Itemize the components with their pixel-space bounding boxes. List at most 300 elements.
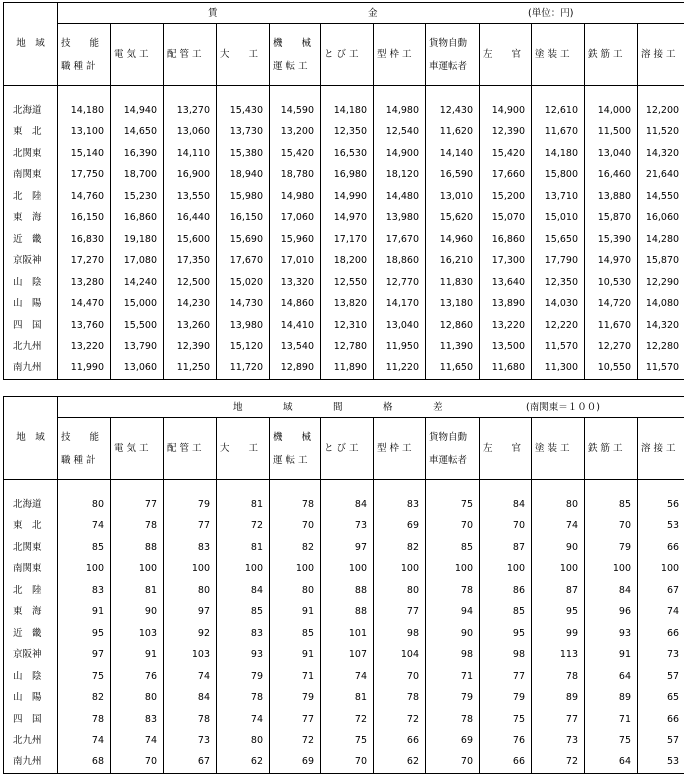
value-cell: 97 [354, 541, 367, 553]
value-cell: 90 [565, 541, 578, 553]
value-cell: 16,900 [176, 169, 210, 181]
region-name: 四 国 [13, 713, 42, 725]
value-cell: 83 [144, 713, 157, 725]
value-cell: 12,350 [333, 126, 367, 138]
region-name: 北海道 [13, 499, 42, 510]
value-cell: 17,300 [491, 255, 525, 267]
value-cell: 14,180 [70, 105, 104, 116]
value-cell: 72 [301, 734, 314, 746]
column-header [532, 418, 585, 480]
value-cell: 17,170 [333, 233, 367, 245]
value-cell: 82 [301, 541, 314, 553]
value-cell: 71 [618, 713, 631, 725]
region-column [4, 494, 57, 773]
value-cell: 73 [354, 520, 367, 532]
value-cell: 12,500 [176, 276, 210, 288]
column-header-label: 電 気 工 [114, 48, 149, 60]
value-cell: 84 [512, 499, 525, 510]
value-cell: 10,530 [597, 276, 631, 288]
difference-title-char: 差 [433, 402, 443, 413]
value-cell: 15,430 [229, 105, 263, 116]
value-cell: 12,290 [645, 276, 680, 288]
value-cell: 100 [506, 563, 525, 575]
value-cell: 15,230 [123, 190, 157, 202]
value-cell: 14,280 [645, 233, 680, 245]
value-cell: 17,660 [491, 169, 525, 181]
value-cell: 13,540 [280, 340, 314, 352]
value-cell: 16,390 [123, 147, 157, 159]
value-column [270, 494, 320, 773]
value-cell: 15,420 [491, 147, 525, 159]
value-cell: 16,980 [333, 169, 367, 181]
value-cell: 100 [454, 563, 473, 575]
value-cell: 13,820 [333, 298, 367, 310]
column-header-row [4, 418, 684, 480]
value-cell: 80 [91, 499, 104, 510]
region-name: 近 畿 [13, 627, 42, 639]
value-cell: 77 [197, 520, 210, 532]
column-header-label: 大 工 [220, 442, 259, 454]
value-cell: 100 [244, 563, 263, 575]
value-cell: 101 [348, 627, 367, 639]
value-cell: 66 [666, 713, 680, 725]
column-header-label: と び 工 [324, 442, 359, 454]
value-cell: 68 [91, 756, 104, 768]
value-cell: 13,320 [280, 276, 314, 288]
value-cell: 57 [666, 734, 680, 746]
value-cell: 75 [460, 499, 473, 510]
value-cell: 96 [618, 606, 631, 618]
difference-title-char: 間 [333, 402, 343, 413]
value-cell: 72 [565, 756, 578, 768]
value-cell: 13,980 [385, 212, 419, 224]
column-header [217, 24, 270, 86]
difference-title-char: 地 [233, 402, 243, 413]
value-cell: 53 [666, 520, 680, 532]
value-cell: 11,500 [597, 126, 631, 138]
column-header [374, 24, 426, 86]
column-header-label: 車運転者 [429, 60, 468, 72]
value-cell: 15,140 [70, 147, 104, 159]
value-cell: 73 [666, 649, 680, 661]
column-header [270, 418, 321, 480]
column-header [480, 24, 532, 86]
region-name: 近 畿 [13, 233, 42, 245]
wage-title-row [58, 3, 684, 24]
difference-title-row [58, 397, 684, 418]
value-cell: 78 [565, 670, 578, 682]
column-header-label: 溶 接 工 [641, 48, 676, 60]
value-column [480, 100, 531, 379]
column-header-label: 貨物自動 [429, 37, 468, 49]
wage-title-char: 賃 [208, 8, 218, 19]
value-cell: 78 [250, 692, 263, 704]
value-cell: 14,180 [544, 147, 578, 159]
value-cell: 64 [618, 670, 631, 682]
column-header-label: 運 転 工 [273, 454, 308, 466]
value-cell: 14,470 [70, 298, 104, 310]
value-cell: 14,940 [123, 105, 157, 116]
value-cell: 75 [354, 734, 367, 746]
value-cell: 100 [348, 563, 367, 575]
value-cell: 14,320 [645, 319, 680, 331]
value-cell: 13,180 [439, 298, 473, 310]
column-header-label: 左 官 [483, 442, 522, 454]
value-column [532, 494, 584, 773]
value-cell: 95 [512, 627, 525, 639]
value-cell: 14,980 [280, 190, 314, 202]
value-cell: 11,720 [229, 362, 263, 374]
value-cell: 85 [250, 606, 263, 618]
region-name: 北関東 [13, 541, 42, 553]
column-header [111, 418, 164, 480]
value-cell: 15,600 [176, 233, 210, 245]
region-name: 東 北 [13, 520, 42, 532]
value-cell: 15,650 [544, 233, 578, 245]
value-cell: 90 [460, 627, 473, 639]
value-cell: 15,070 [491, 212, 525, 224]
value-cell: 16,440 [176, 212, 210, 224]
value-cell: 78 [406, 692, 419, 704]
value-column [217, 100, 269, 379]
value-cell: 56 [666, 499, 680, 510]
value-cell: 15,620 [439, 212, 473, 224]
value-column [585, 100, 637, 379]
value-cell: 100 [612, 563, 631, 575]
value-cell: 99 [565, 627, 578, 639]
value-cell: 11,520 [645, 126, 680, 138]
value-cell: 17,670 [385, 233, 419, 245]
value-cell: 16,060 [645, 212, 680, 224]
value-column [532, 100, 584, 379]
value-cell: 16,150 [70, 212, 104, 224]
value-column [638, 494, 684, 773]
value-cell: 72 [406, 713, 419, 725]
value-cell: 12,890 [280, 362, 314, 374]
region-name: 東 北 [13, 126, 42, 138]
value-cell: 95 [91, 627, 104, 639]
value-cell: 12,610 [544, 105, 578, 116]
value-cell: 14,860 [280, 298, 314, 310]
value-cell: 66 [666, 627, 680, 639]
column-header [58, 418, 111, 480]
value-cell: 57 [666, 670, 680, 682]
region-name: 南九州 [13, 362, 42, 374]
region-name: 山 陰 [13, 670, 42, 682]
value-cell: 15,980 [229, 190, 263, 202]
value-cell: 11,670 [597, 319, 631, 331]
value-column [270, 100, 320, 379]
value-cell: 17,060 [280, 212, 314, 224]
value-cell: 15,000 [123, 298, 157, 310]
value-cell: 14,590 [280, 105, 314, 116]
value-cell: 11,300 [544, 362, 578, 374]
value-cell: 13,760 [70, 319, 104, 331]
value-cell: 12,280 [645, 340, 680, 352]
value-cell: 13,550 [176, 190, 210, 202]
value-cell: 71 [460, 670, 473, 682]
value-cell: 84 [618, 584, 631, 596]
value-cell: 78 [460, 713, 473, 725]
region-name: 東 海 [13, 606, 42, 618]
region-header: 地 域 [4, 3, 58, 86]
column-header-label: 電 気 工 [114, 442, 149, 454]
value-cell: 12,310 [333, 319, 367, 331]
value-cell: 15,960 [280, 233, 314, 245]
column-header-label: 職 種 計 [61, 60, 96, 72]
value-cell: 17,350 [176, 255, 210, 267]
value-cell: 17,270 [70, 255, 104, 267]
value-cell: 12,770 [385, 276, 419, 288]
value-cell: 83 [91, 584, 104, 596]
value-cell: 92 [197, 627, 210, 639]
value-cell: 85 [460, 541, 473, 553]
region-name: 南関東 [13, 563, 42, 575]
value-cell: 70 [354, 756, 367, 768]
value-cell: 100 [400, 563, 419, 575]
region-name: 北九州 [13, 734, 42, 746]
value-cell: 74 [91, 520, 104, 532]
value-cell: 11,990 [70, 362, 104, 374]
value-cell: 81 [250, 499, 263, 510]
value-cell: 93 [250, 649, 263, 661]
column-header-label: 左 官 [483, 48, 522, 60]
value-cell: 14,030 [544, 298, 578, 310]
column-header-label: 運 転 工 [273, 60, 308, 72]
value-cell: 70 [460, 756, 473, 768]
unit-label: (南関東＝１００) [526, 402, 600, 413]
value-cell: 81 [354, 692, 367, 704]
value-cell: 69 [460, 734, 473, 746]
value-cell: 76 [512, 734, 525, 746]
column-header-label: 配 管 工 [167, 48, 202, 60]
value-cell: 14,650 [123, 126, 157, 138]
unit-label: (単位：円) [528, 8, 574, 19]
value-cell: 89 [618, 692, 631, 704]
value-cell: 16,590 [439, 169, 473, 181]
column-header-label: 貨物自動 [429, 431, 468, 443]
value-cell: 12,860 [439, 319, 473, 331]
value-cell: 73 [565, 734, 578, 746]
value-cell: 87 [565, 584, 578, 596]
value-cell: 13,980 [229, 319, 263, 331]
value-cell: 14,550 [645, 190, 680, 202]
value-cell: 12,430 [439, 105, 473, 116]
value-cell: 80 [197, 584, 210, 596]
wage-data-row [4, 86, 684, 380]
value-cell: 12,270 [597, 340, 631, 352]
value-cell: 83 [197, 541, 210, 553]
value-cell: 10,550 [597, 362, 631, 374]
value-cell: 13,060 [123, 362, 157, 374]
region-name: 南関東 [13, 169, 42, 181]
value-column [374, 100, 425, 379]
value-cell: 14,230 [176, 298, 210, 310]
column-header [164, 418, 217, 480]
value-cell: 14,970 [597, 255, 631, 267]
region-name: 山 陽 [13, 692, 42, 704]
value-cell: 100 [191, 563, 210, 575]
value-cell: 70 [512, 520, 525, 532]
value-cell: 15,800 [544, 169, 578, 181]
value-cell: 15,380 [229, 147, 263, 159]
value-cell: 79 [301, 692, 314, 704]
value-cell: 14,320 [645, 147, 680, 159]
value-cell: 86 [512, 584, 525, 596]
value-cell: 82 [91, 692, 104, 704]
value-cell: 74 [666, 606, 680, 618]
value-cell: 74 [354, 670, 367, 682]
value-cell: 11,830 [439, 276, 473, 288]
region-name: 四 国 [13, 319, 42, 331]
value-column [111, 494, 163, 773]
value-column [111, 100, 163, 379]
value-cell: 75 [512, 713, 525, 725]
column-header-label: 型 枠 工 [377, 48, 412, 60]
value-cell: 12,390 [491, 126, 525, 138]
column-header-label: 配 管 工 [167, 442, 202, 454]
column-header [480, 418, 532, 480]
regional-difference-table [3, 396, 684, 774]
region-name: 北九州 [13, 340, 42, 352]
column-header [585, 24, 638, 86]
value-cell: 76 [144, 670, 157, 682]
value-cell: 83 [406, 499, 419, 510]
value-cell: 11,670 [544, 126, 578, 138]
value-cell: 79 [512, 692, 525, 704]
value-cell: 103 [191, 649, 210, 661]
value-cell: 75 [618, 734, 631, 746]
value-cell: 13,730 [229, 126, 263, 138]
value-cell: 13,880 [597, 190, 631, 202]
value-cell: 12,780 [333, 340, 367, 352]
value-cell: 97 [197, 606, 210, 618]
value-cell: 11,390 [439, 340, 473, 352]
value-cell: 13,260 [176, 319, 210, 331]
column-header [58, 24, 111, 86]
value-cell: 12,350 [544, 276, 578, 288]
value-cell: 72 [354, 713, 367, 725]
value-cell: 11,250 [176, 362, 210, 374]
value-cell: 14,980 [385, 105, 419, 116]
column-header-label: 車運転者 [429, 454, 468, 466]
value-cell: 16,860 [123, 212, 157, 224]
value-cell: 104 [400, 649, 419, 661]
value-cell: 16,530 [333, 147, 367, 159]
column-header-label: 型 枠 工 [377, 442, 412, 454]
value-cell: 74 [250, 713, 263, 725]
value-cell: 17,670 [229, 255, 263, 267]
value-cell: 78 [91, 713, 104, 725]
value-cell: 75 [91, 670, 104, 682]
value-cell: 78 [197, 713, 210, 725]
value-cell: 83 [250, 627, 263, 639]
value-cell: 78 [301, 499, 314, 510]
value-cell: 14,960 [439, 233, 473, 245]
value-column [426, 100, 479, 379]
column-header-row [4, 24, 684, 86]
value-cell: 74 [565, 520, 578, 532]
value-cell: 103 [138, 627, 157, 639]
value-column [480, 494, 531, 773]
value-cell: 72 [250, 520, 263, 532]
value-cell: 79 [250, 670, 263, 682]
value-column [58, 494, 110, 773]
value-cell: 16,830 [70, 233, 104, 245]
value-cell: 16,860 [491, 233, 525, 245]
value-cell: 98 [460, 649, 473, 661]
region-column [4, 100, 57, 379]
value-cell: 80 [250, 734, 263, 746]
column-header-label: 技 能 [61, 37, 100, 49]
value-cell: 66 [666, 541, 680, 553]
value-cell: 79 [460, 692, 473, 704]
value-cell: 78 [460, 584, 473, 596]
value-cell: 11,570 [645, 362, 680, 374]
value-column [164, 494, 216, 773]
value-cell: 17,080 [123, 255, 157, 267]
column-header-label: 溶 接 工 [641, 442, 676, 454]
value-cell: 15,200 [491, 190, 525, 202]
difference-title-char: 域 [283, 402, 293, 413]
value-cell: 17,790 [544, 255, 578, 267]
value-cell: 13,710 [544, 190, 578, 202]
value-cell: 98 [406, 627, 419, 639]
column-header [638, 24, 684, 86]
column-header [532, 24, 585, 86]
value-cell: 17,750 [70, 169, 104, 181]
column-header [217, 418, 270, 480]
value-cell: 14,410 [280, 319, 314, 331]
column-header-label: 鉄 筋 工 [588, 442, 623, 454]
value-cell: 70 [406, 670, 419, 682]
value-cell: 100 [559, 563, 578, 575]
value-cell: 16,210 [439, 255, 473, 267]
column-header [374, 418, 426, 480]
value-cell: 97 [91, 649, 104, 661]
value-column [638, 100, 684, 379]
region-name: 山 陰 [13, 276, 42, 288]
value-cell: 18,120 [385, 169, 419, 181]
value-cell: 13,890 [491, 298, 525, 310]
value-cell: 84 [250, 584, 263, 596]
value-cell: 80 [144, 692, 157, 704]
column-header [426, 24, 480, 86]
value-cell: 15,690 [229, 233, 263, 245]
value-column [585, 494, 637, 773]
value-cell: 91 [91, 606, 104, 618]
value-cell: 69 [301, 756, 314, 768]
value-cell: 71 [301, 670, 314, 682]
value-cell: 12,390 [176, 340, 210, 352]
value-cell: 81 [144, 584, 157, 596]
value-cell: 79 [197, 499, 210, 510]
region-name: 北海道 [13, 105, 42, 116]
value-cell: 91 [144, 649, 157, 661]
value-cell: 12,220 [544, 319, 578, 331]
value-cell: 14,970 [333, 212, 367, 224]
column-header [270, 24, 321, 86]
column-header [111, 24, 164, 86]
value-cell: 98 [512, 649, 525, 661]
value-cell: 14,180 [333, 105, 367, 116]
region-name: 南九州 [13, 756, 42, 768]
column-header-label: 職 種 計 [61, 454, 96, 466]
value-cell: 15,870 [645, 255, 680, 267]
value-cell: 15,420 [280, 147, 314, 159]
value-cell: 77 [565, 713, 578, 725]
value-cell: 14,140 [439, 147, 473, 159]
